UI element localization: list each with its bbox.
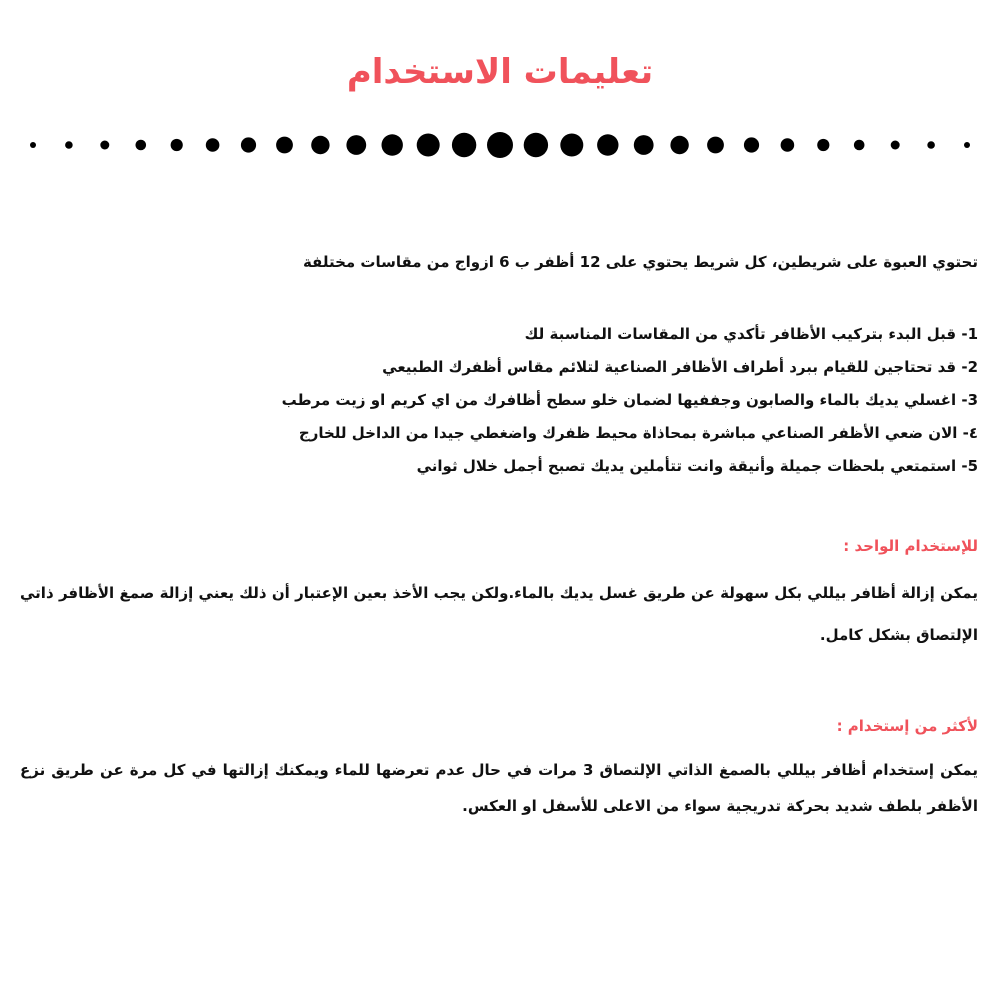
divider-dot	[487, 132, 513, 158]
multi-use-heading: لأكثر من إستخدام :	[836, 717, 978, 735]
divider-dot	[634, 135, 654, 155]
divider-dot	[65, 141, 73, 149]
divider-dot	[276, 137, 293, 154]
steps-list	[20, 322, 978, 478]
step-item: 2- قد تحتاجين للقيام ببرد أطراف الأظافر الصناعية لتلائم مقاس أظفرك الطبيعي	[382, 358, 978, 376]
divider-dot	[417, 134, 440, 157]
divider-dot	[30, 142, 36, 148]
divider-dot	[744, 137, 759, 152]
dot-divider	[20, 123, 980, 167]
divider-dot	[311, 136, 329, 154]
divider-dot	[171, 139, 183, 151]
divider-dot	[927, 141, 935, 149]
step-item: 5- استمتعي بلحظات جميلة وأنيقة وانت تتأملين يديك تصبح أجمل خلال ثواني	[416, 457, 978, 475]
divider-dot	[670, 136, 688, 154]
divider-dot	[524, 133, 548, 157]
divider-dot	[241, 137, 256, 152]
divider-dot	[854, 140, 865, 151]
multi-use-section	[20, 714, 978, 824]
divider-dot	[346, 135, 366, 155]
divider-dot	[382, 134, 403, 155]
divider-dot	[891, 141, 900, 150]
step-item: 3- اغسلي يديك بالماء والصابون وجففيها لضمان خلو سطح أظافرك من اي كريم او زيت مرطب	[281, 391, 978, 409]
single-use-section	[20, 534, 978, 656]
divider-dot	[100, 141, 109, 150]
divider-dot	[560, 134, 583, 157]
single-use-body: يمكن إزالة أظافر بيللي بكل سهولة عن طريق غسل يديك بالماء.ولكن يجب الأخذ بعين الإعتبار أن ذلك يعني إزالة صمغ الأظافر ذاتي الإلتصاق بشكل كامل.	[20, 584, 978, 644]
divider-dot	[136, 140, 147, 151]
divider-dot	[452, 133, 476, 157]
divider-dot	[817, 139, 829, 151]
instructions-content	[20, 250, 978, 824]
step-item: 1- قبل البدء بتركيب الأظافر تأكدي من المقاسات المناسبة لك	[524, 325, 978, 343]
single-use-heading: للإستخدام الواحد :	[843, 537, 978, 555]
divider-dot	[597, 134, 618, 155]
page-title: تعليمات الاستخدام	[346, 52, 654, 92]
divider-dot	[781, 138, 795, 152]
divider-dot	[206, 138, 220, 152]
divider-dot	[707, 137, 724, 154]
step-item: ٤- الان ضعي الأظفر الصناعي مباشرة بمحاذاة محيط ظفرك واضغطي جيدا من الداخل للخارج	[298, 424, 978, 442]
divider-dot	[964, 142, 970, 148]
intro-text: تحتوي العبوة على شريطين، كل شريط يحتوي على 12 أظفر ب 6 ازواج من مقاسات مختلفة	[302, 253, 978, 271]
multi-use-body: يمكن إستخدام أظافر بيللي بالصمغ الذاتي الإلتصاق 3 مرات في حال عدم تعرضها للماء ويمكنك إزالتها في كل مرة عن طريق نزع الأظفر بلطف شديد بحركة تدريجية سواء من الاعلى للأسفل او العكس.	[20, 761, 978, 815]
